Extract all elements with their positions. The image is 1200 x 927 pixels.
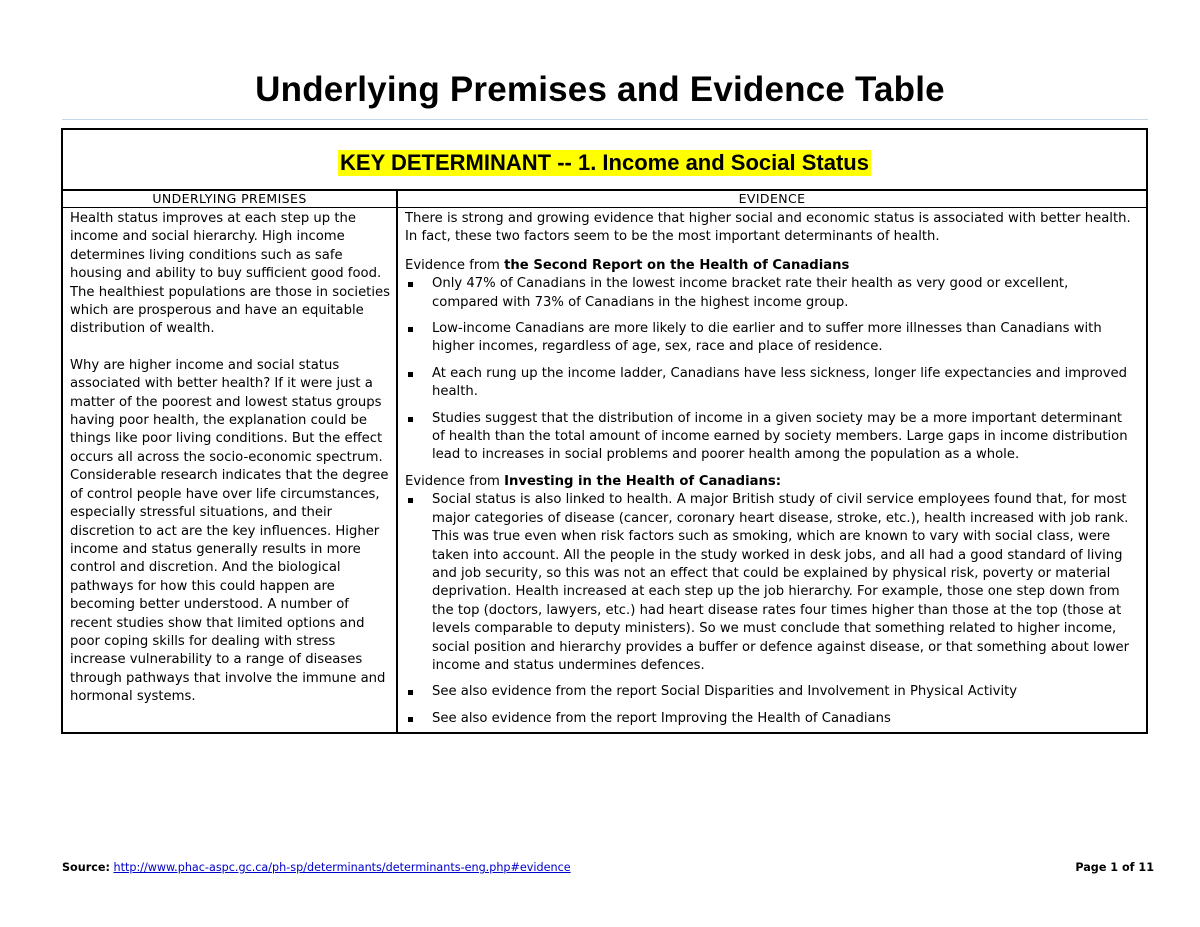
list-item: See also evidence from the report Social Disparities and Involvement in Physical Activity [405,683,1138,701]
list-item: Only 47% of Canadians in the lowest income bracket rate their health as very good or excellent, compared with 73% of Canadians in the highest income group. [405,275,1138,312]
premise-paragraph: Why are higher income and social status associated with better health? If it were just a matter of the poorest and lowest status groups having poor health, the explanation could be things like poor living conditions. But the effect occurs all across the socio-economic spectrum. Considerable research indicates that the degree of control people have over life circumstances, especially stressful situations, and their discretion to act are the key influences. Higher income and status generally results in more control and discretion. And the biological pathways for how this could happen are becoming better understood. A number of recent studies show that limited options and poor coping skills for dealing with stress increase vulnerability to a range of diseases through pathways that involve the immune and hormonal systems. [70,357,389,705]
title-divider [62,119,1148,120]
bullet-icon [408,372,413,377]
page-footer [62,861,1154,874]
bullet-icon [408,717,413,722]
evidence-column-header: EVIDENCE [397,190,1147,208]
list-item: See also evidence from the report Improving the Health of Canadians [405,710,1138,728]
list-item: At each rung up the income ladder, Canadians have less sickness, longer life expectancies and improved health. [405,365,1138,402]
premises-cell [62,208,397,734]
key-determinant-heading: KEY DETERMINANT -- 1. Income and Social Status [340,149,869,175]
page-title: Underlying Premises and Evidence Table [255,70,945,109]
list-item: Low-income Canadians are more likely to die earlier and to suffer more illnesses than Canadians with higher incomes, regardless of age, sex, race and place of residence. [405,320,1138,357]
report-title: Investing in the Health of Canadians: [504,473,782,489]
bullet-icon [408,498,413,503]
bullet-icon [408,327,413,332]
premise-paragraph: Health status improves at each step up the income and social hierarchy. High income determines living conditions such as safe housing and ability to buy sufficient good food. The healthiest populations are those in societies which are prosperous and have an equitable distribution of wealth. [70,211,391,337]
page-number: Page 1 of 11 [1075,861,1154,874]
evidence-section-heading: Evidence from the Second Report on the Health of Canadians [405,257,850,273]
evidence-list [405,491,1138,728]
source-link[interactable]: http://www.phac-aspc.gc.ca/ph-sp/determinants/determinants-eng.php#evidence [113,861,571,874]
evidence-cell [397,208,1147,734]
list-item: Studies suggest that the distribution of income in a given society may be a more important determinant of health than the total amount of income earned by society members. Large gaps in income distribution lead to increases in social problems and poorer health among the population as a whole. [405,410,1138,465]
evidence-table [61,128,1148,734]
bullet-icon [408,417,413,422]
bullet-icon [408,282,413,287]
evidence-intro: There is strong and growing evidence that higher social and economic status is associated with better health. In fact, these two factors seem to be the most important determinants of health. [405,211,1131,245]
source-label: Source: [62,861,110,874]
premises-column-header: UNDERLYING PREMISES [62,190,397,208]
key-determinant-row [62,129,1147,190]
source-line [62,861,571,874]
evidence-table-container [61,128,1148,734]
list-item: Social status is also linked to health. A major British study of civil service employees found that, for most major categories of disease (cancer, coronary heart disease, stroke, etc.), health increased with job rank. This was true even when risk factors such as smoking, which are known to vary with social class, were taken into account. All the people in the study worked in desk jobs, and all had a good standard of living and job security, so this was not an effect that could be explained by physical risk, poverty or material deprivation. Health increased at each step up the job hierarchy. For example, those one step down from the top (doctors, lawyers, etc.) had heart disease rates four times higher than those at the top (those at levels comparable to deputy ministers). So we must conclude that something related to higher income, social position and hierarchy provides a buffer or defence against disease, or that something about lower income and status undermines defences. [405,491,1138,675]
bullet-icon [408,690,413,695]
report-title: the Second Report on the Health of Canadians [504,257,850,273]
evidence-section-heading: Evidence from Investing in the Health of Canadians: [405,473,782,489]
evidence-list [405,275,1138,465]
